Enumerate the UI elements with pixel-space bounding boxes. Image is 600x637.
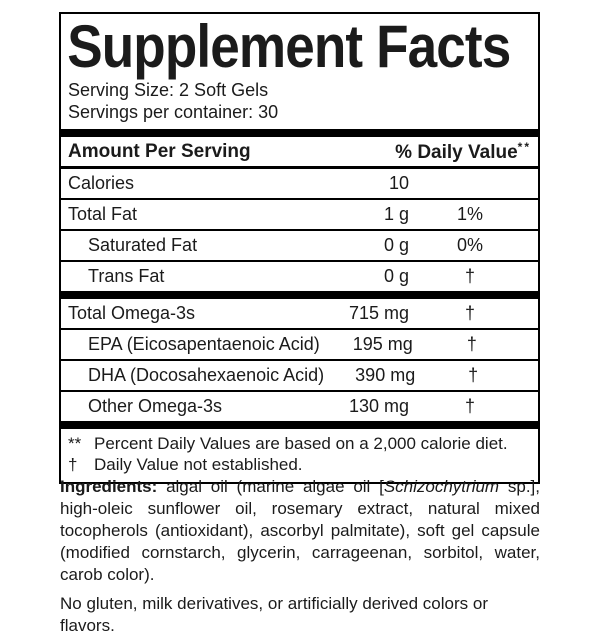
servings-per-container-text: Servings per container: 30 bbox=[68, 102, 279, 122]
table-row bbox=[61, 361, 538, 390]
table-row bbox=[61, 392, 538, 421]
nutrient-daily-value: † bbox=[464, 396, 475, 416]
divider-thick-middle bbox=[61, 291, 538, 299]
nutrient-amount: 0 g bbox=[383, 235, 409, 255]
nutrient-daily-value: † bbox=[464, 303, 475, 323]
nutrient-amount: 715 mg bbox=[348, 303, 409, 323]
panel-title: Supplement Facts bbox=[67, 13, 511, 80]
daily-value-asterisks: ** bbox=[517, 139, 531, 154]
below-panel-text bbox=[60, 476, 540, 637]
ingredients-text-after-italic: sp.], high-oleic sunflower oil, rosemary extract, natural mixed tocopherols (antioxidant), ascorbyl palmitate), soft gel capsule (modified cornstarch, glycerin, carrageenan, sorbitol, water, carob color). bbox=[60, 477, 540, 584]
daily-value-header bbox=[395, 140, 531, 164]
supplement-facts-panel bbox=[59, 12, 540, 484]
nutrient-amount: 10 bbox=[388, 173, 409, 193]
nutrient-name: Other Omega-3s bbox=[88, 396, 223, 416]
nutrient-amount: 195 mg bbox=[352, 334, 413, 354]
nutrient-name: Trans Fat bbox=[88, 266, 165, 286]
nutrient-amount: 1 g bbox=[383, 204, 409, 224]
table-row bbox=[61, 200, 538, 229]
nutrient-daily-value: † bbox=[464, 266, 475, 286]
table-header-row bbox=[61, 137, 538, 166]
nutrient-name: Total Omega-3s bbox=[68, 303, 196, 323]
daily-value-header-text: % Daily Value bbox=[395, 141, 518, 163]
footnote-daily-values bbox=[68, 433, 531, 454]
serving-size-text: Serving Size: 2 Soft Gels bbox=[68, 80, 269, 100]
divider-thick-top bbox=[61, 129, 538, 137]
table-row bbox=[61, 330, 538, 359]
footnotes-section bbox=[61, 429, 538, 482]
nutrient-daily-value: † bbox=[468, 365, 479, 385]
table-row bbox=[61, 299, 538, 328]
nutrient-amount: 0 g bbox=[383, 266, 409, 286]
nutrient-daily-value: † bbox=[466, 334, 477, 354]
ingredients-species-name: Schizochytrium bbox=[383, 477, 500, 496]
allergen-note: No gluten, milk derivatives, or artificially derived colors or flavors. bbox=[60, 594, 488, 635]
footnote-asterisks-symbol: ** bbox=[68, 434, 82, 453]
footnote-dagger-text: Daily Value not established. bbox=[94, 455, 303, 474]
nutrient-amount: 130 mg bbox=[348, 396, 409, 416]
nutrient-daily-value: 1% bbox=[456, 204, 483, 224]
footnote-dagger-symbol: † bbox=[68, 455, 78, 474]
footnote-daily-values-text: Percent Daily Values are based on a 2,000 calorie diet. bbox=[94, 434, 508, 453]
ingredients-paragraph bbox=[60, 476, 540, 586]
nutrient-daily-value: 0% bbox=[456, 235, 483, 255]
footnote-dagger bbox=[68, 454, 531, 475]
ingredients-text-before-italic: algal oil (marine algae oil [ bbox=[157, 477, 384, 496]
nutrient-name: DHA (Docosahexaenoic Acid) bbox=[88, 365, 325, 385]
nutrient-amount: 390 mg bbox=[355, 365, 416, 385]
divider-thick-bottom bbox=[61, 421, 538, 429]
nutrient-name: Total Fat bbox=[68, 204, 138, 224]
nutrient-name: Saturated Fat bbox=[88, 235, 198, 255]
nutrient-name: EPA (Eicosapentaenoic Acid) bbox=[88, 334, 320, 354]
table-row bbox=[61, 231, 538, 260]
table-row bbox=[61, 169, 538, 198]
nutrient-name: Calories bbox=[68, 173, 135, 193]
table-row bbox=[61, 262, 538, 291]
ingredients-label: Ingredients: bbox=[60, 477, 158, 496]
amount-per-serving-header: Amount Per Serving bbox=[68, 140, 251, 162]
